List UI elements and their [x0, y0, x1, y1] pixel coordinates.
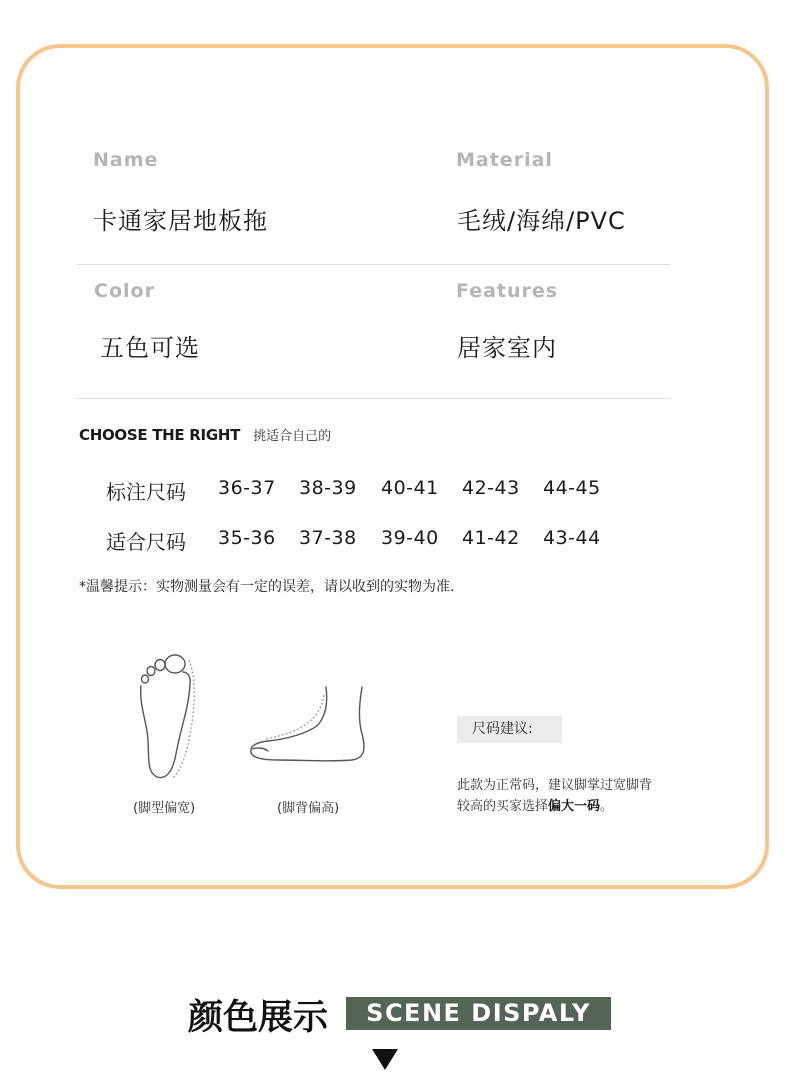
size-cell: 44-45 — [543, 477, 601, 499]
color-label: Color — [94, 280, 155, 302]
size-row-label: 标注尺码 — [106, 480, 186, 504]
size-guide-heading — [79, 425, 331, 444]
features-label: Features — [456, 280, 559, 302]
name-value: 卡通家居地板拖 — [93, 207, 268, 235]
size-advice-title: 尺码建议: — [457, 716, 562, 743]
divider — [77, 264, 670, 265]
name-label: Name — [93, 149, 159, 171]
size-guide-title-cn: 挑适合自己的 — [253, 429, 332, 444]
section-title-cn: 颜色展示 — [188, 998, 329, 1038]
foot-top-view-icon — [135, 650, 205, 785]
advice-emphasis: 偏大一码 — [548, 799, 601, 814]
size-note: *温馨提示：实物测量会有一定的误差，请以收到的实物为准. — [79, 579, 455, 595]
size-cell: 38-39 — [299, 477, 357, 499]
foot-wide-caption: (脚型偏宽) — [133, 801, 196, 816]
size-advice-text — [457, 775, 652, 817]
size-cell: 37-38 — [299, 527, 357, 549]
size-guide-title-en: CHOOSE THE RIGHT — [79, 426, 241, 444]
section-title-en: SCENE DISPALY — [346, 997, 611, 1030]
advice-prefix: 较高的买家选择 — [457, 799, 549, 814]
size-advice-line — [457, 796, 652, 817]
material-label: Material — [456, 149, 553, 171]
size-row-label: 适合尺码 — [106, 530, 186, 554]
size-cell: 36-37 — [218, 477, 276, 499]
divider — [77, 398, 670, 399]
size-cell: 35-36 — [218, 527, 276, 549]
size-advice-line: 此款为正常码，建议脚掌过宽脚背 — [457, 778, 653, 793]
size-cell: 39-40 — [381, 527, 439, 549]
foot-high-caption: (脚背偏高) — [277, 801, 340, 816]
size-cell: 42-43 — [462, 477, 520, 499]
color-value: 五色可选 — [100, 334, 200, 362]
triangle-down-icon — [372, 1049, 398, 1070]
size-cell: 40-41 — [381, 477, 439, 499]
advice-suffix: 。 — [600, 799, 614, 814]
foot-side-view-icon — [248, 685, 373, 765]
features-value: 居家室内 — [457, 334, 557, 362]
material-value: 毛绒/海绵/PVC — [457, 207, 626, 235]
size-cell: 41-42 — [462, 527, 520, 549]
size-cell: 43-44 — [543, 527, 601, 549]
